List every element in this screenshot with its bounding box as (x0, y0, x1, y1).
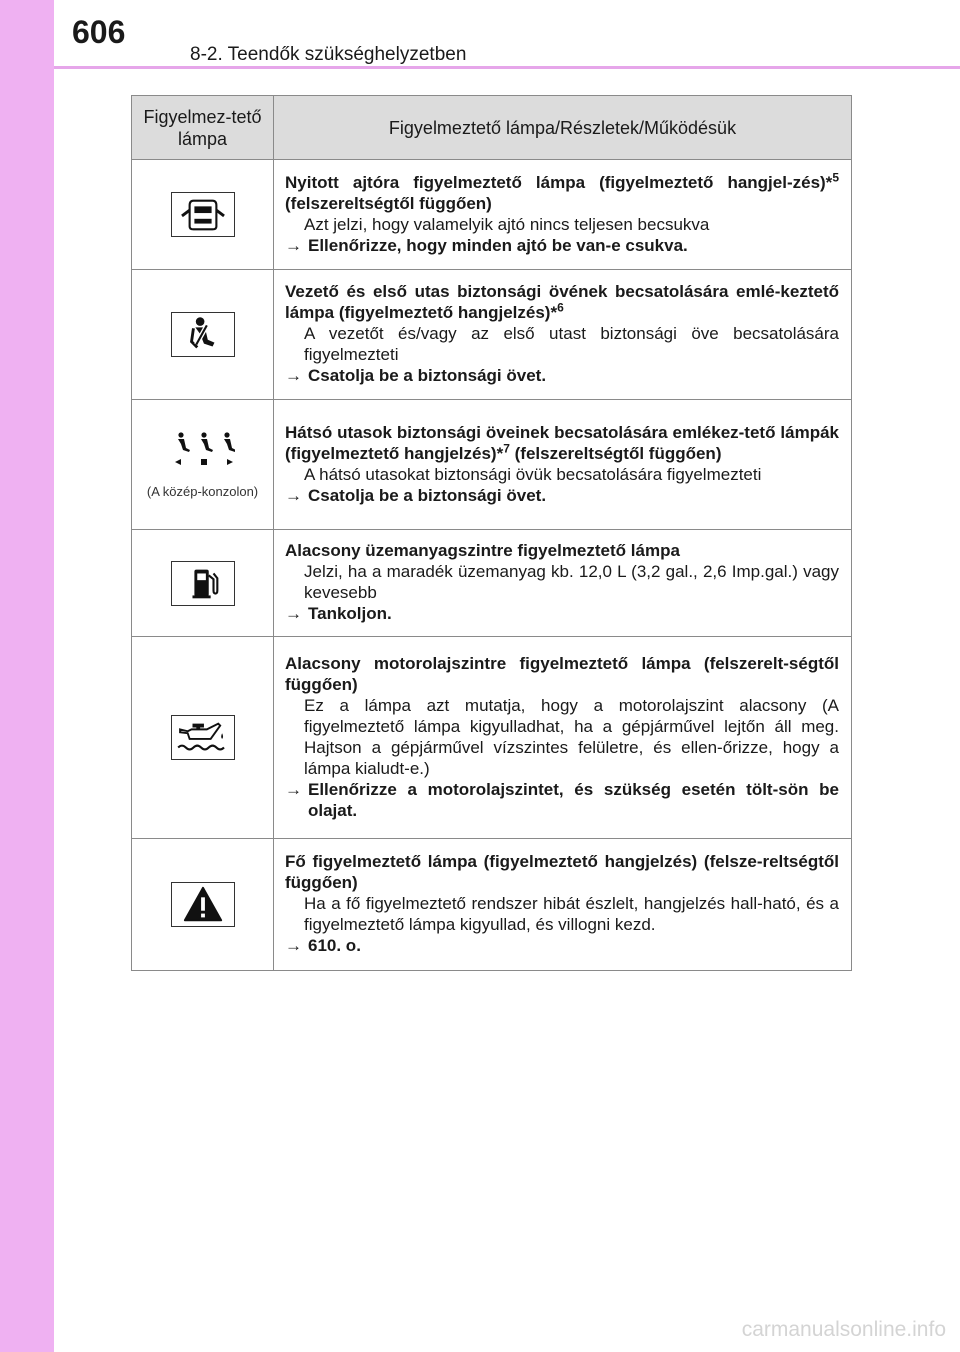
arrow-icon: → (285, 235, 302, 255)
row-action: → Ellenőrizze a motorolajszintet, és szükség esetén tölt-sön be olajat. (285, 779, 839, 820)
section-title: 8-2. Teendők szükséghelyzetben (190, 44, 467, 65)
row-body: Jelzi, ha a maradék üzemanyag kb. 12,0 L (3,2 gal., 2,6 Imp.gal.) vagy kevesebb (304, 562, 839, 602)
table-row (132, 530, 852, 637)
arrow-icon: → (285, 779, 302, 799)
row-action: → Csatolja be a biztonsági övet. (285, 485, 547, 505)
icon-caption: (A közép-konzolon) (146, 484, 259, 499)
watermark: carmanualsonline.info (741, 1318, 946, 1341)
icon-cell (132, 400, 274, 530)
table-row (132, 839, 852, 971)
row-title: Hátsó utasok biztonsági öveinek becsatolására emlékez-tető lámpák (figyelmeztető hangjelzés)*$^7$ (felszereltségtől függően) (285, 422, 839, 463)
arrow-icon: → (285, 604, 302, 623)
row-title: Vezető és első utas biztonsági övének becsatolására emlé-keztető lámpa (figyelmeztető hangjelzés)*$^6$ (285, 282, 839, 322)
icon-cell (132, 637, 274, 839)
table-header-row (132, 96, 852, 160)
door-open-car-icon (171, 192, 235, 237)
table-row (132, 270, 852, 400)
icon-cell (132, 839, 274, 971)
table-row (132, 160, 852, 270)
arrow-icon: → (285, 366, 302, 385)
oil-can-icon (171, 715, 235, 760)
warning-light-table (131, 95, 852, 971)
icon-cell (132, 530, 274, 637)
arrow-icon: → (285, 485, 302, 505)
details-cell (274, 400, 852, 530)
header-rule (54, 66, 960, 69)
row-title: Alacsony üzemanyagszintre figyelmeztető lámpa (285, 541, 680, 560)
fuel-pump-icon (171, 561, 235, 606)
row-body: Ha a fő figyelmeztető rendszer hibát észlelt, hangjelzés hall-ható, és a figyelmeztető lámpa kigyullad, és villogni kezd. (304, 894, 839, 934)
row-body: Azt jelzi, hogy valamelyik ajtó nincs teljesen becsukva (304, 214, 710, 234)
row-action: → Csatolja be a biztonsági övet. (285, 366, 547, 385)
row-action: → Ellenőrizze, hogy minden ajtó be van-e csukva. (285, 235, 688, 255)
row-title: Alacsony motorolajszintre figyelmeztető lámpa (felszerelt-ségtől függően) (285, 653, 839, 694)
details-cell (274, 637, 852, 839)
seatbelt-icon (171, 312, 235, 357)
master-warning-icon (171, 882, 235, 927)
rear-seatbelts-icon (171, 429, 235, 474)
row-action: → 610. o. (285, 936, 361, 955)
arrow-icon: → (285, 936, 302, 955)
header-col-icon: Figyelmez-tető lámpa (132, 96, 274, 160)
row-body: Ez a lámpa azt mutatja, hogy a motorolajszint alacsony (A figyelmeztető lámpa kigyulladhat, ha a gépjárművel lejtőn áll meg. Hajtson a gépjárművel vízszintes felületre, és ellen-őrizze, hogy a lámpa kialudt-e.) (304, 695, 839, 778)
row-title: Fő figyelmeztető lámpa (figyelmeztető hangjelzés) (felsze-reltségtől függően) (285, 852, 839, 892)
row-body: A vezetőt és/vagy az első utast biztonsági öve becsatolására figyelmezteti (304, 324, 839, 364)
header-col-details: Figyelmeztető lámpa/Részletek/Működésük (274, 96, 852, 160)
details-cell (274, 160, 852, 270)
row-title: Nyitott ajtóra figyelmeztető lámpa (figyelmeztető hangjel-zés)*$^5$ (felszereltségtől függően) (285, 169, 839, 213)
row-action: → Tankoljon. (285, 604, 392, 623)
details-cell (274, 530, 852, 637)
details-cell (274, 270, 852, 400)
icon-cell (132, 270, 274, 400)
table-row (132, 637, 852, 839)
row-body: A hátsó utasokat biztonsági övük becsatolására figyelmezteti (304, 464, 762, 484)
page-number: 606 (72, 14, 126, 50)
side-color-band (0, 0, 54, 1352)
details-cell (274, 839, 852, 971)
icon-cell (132, 160, 274, 270)
table-row (132, 400, 852, 530)
